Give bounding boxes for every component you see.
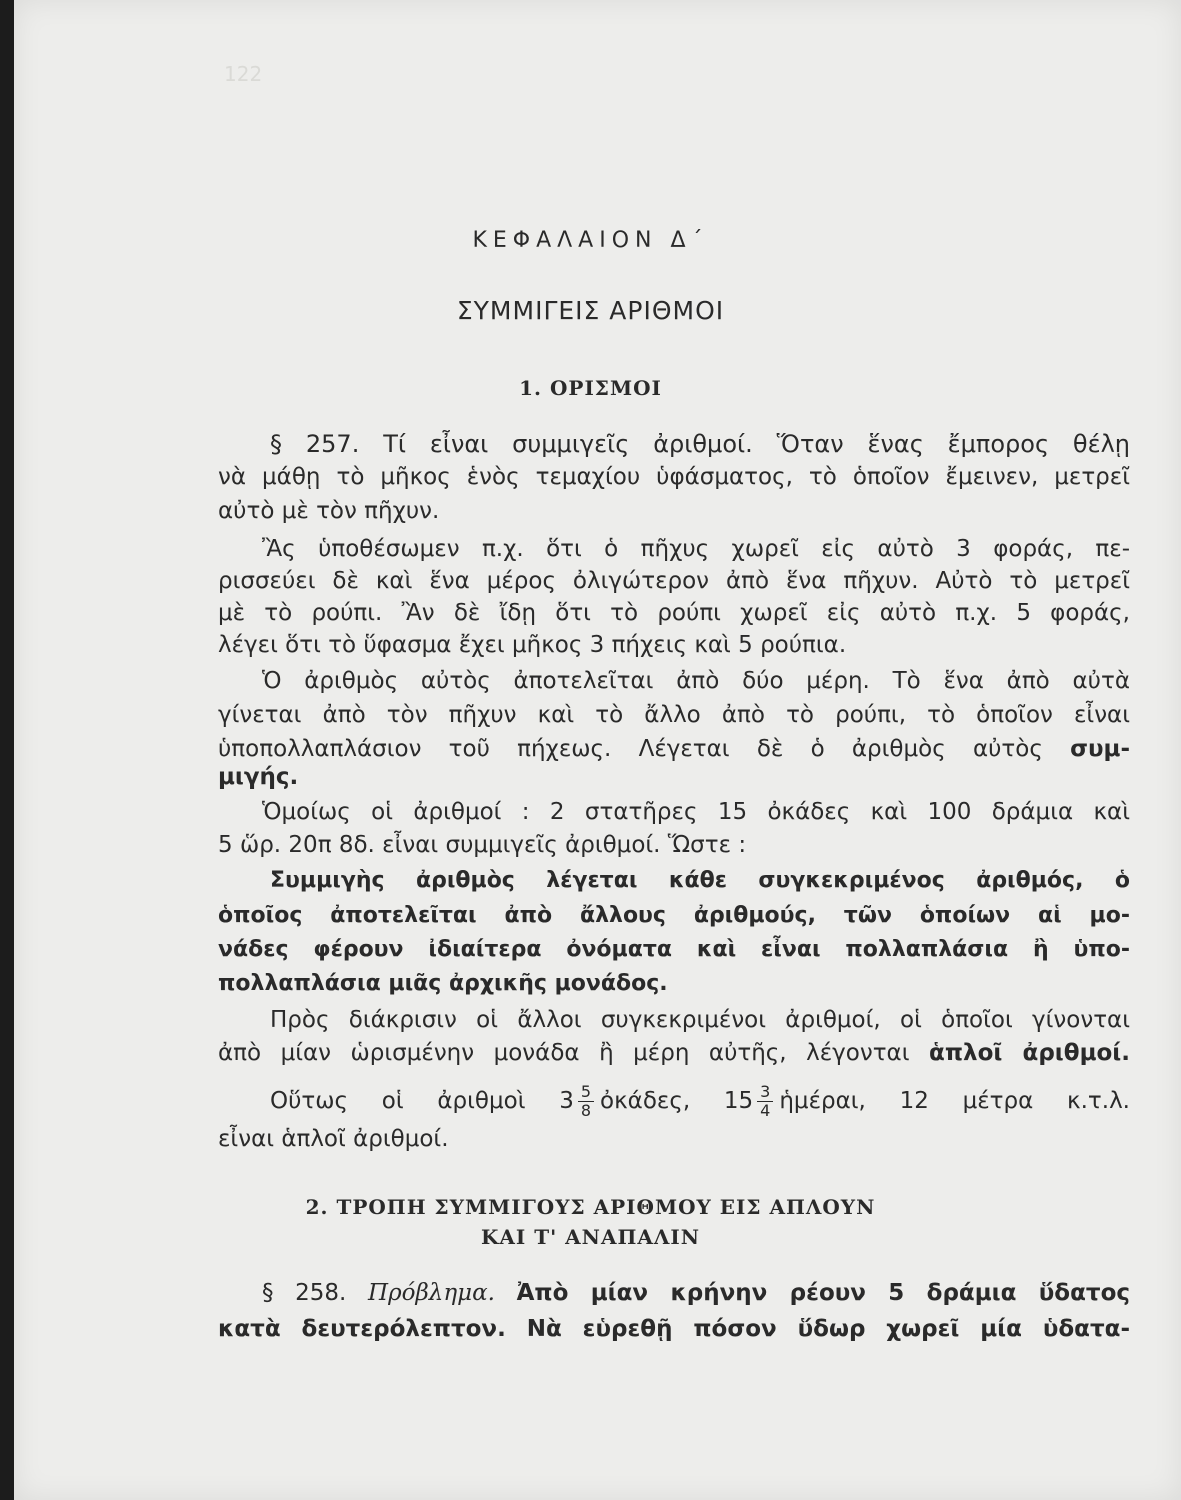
paragraph-2-line-1: Ἂς ὑποθέσωμεν π.χ. ὅτι ὁ πῆχυς χωρεῖ εἰς αὐτὸ 3 φοράς, πε-: [262, 536, 1130, 562]
paragraph-258-label: Πρόβλημα.: [368, 1280, 495, 1306]
term-aploi-arithmoi: ἁπλοῖ ἀριθμοί.: [929, 1040, 1130, 1066]
term-summiges-part-1: συμ-: [1070, 736, 1131, 762]
chapter-subtitle: ΣΥΜΜΙΓΕΙΣ ΑΡΙΘΜΟΙ: [456, 296, 725, 325]
fraction-2-numerator: 3: [757, 1083, 773, 1102]
paragraph-6-intro: Οὕτως οἱ ἀριθμοὶ 3: [270, 1088, 574, 1114]
paragraph-258-line-1: [262, 1282, 1130, 1305]
section-2-heading-line-1: 2. ΤΡΟΠΗ ΣΥΜΜΙΓΟΥΣ ΑΡΙΘΜΟΥ ΕΙΣ ΑΠΛΟΥΝ: [305, 1195, 876, 1219]
paragraph-6-unit-2: ἡμέραι, 12 μέτρα κ.τ.λ.: [779, 1088, 1130, 1114]
definition-line-4: πολλαπλάσια μιᾶς ἀρχικῆς μονάδος.: [218, 971, 668, 996]
paragraph-257-line-1: [270, 432, 1130, 456]
paragraph-2-line-2: ρισσεύει δὲ καὶ ἕνα μέρος ὀλιγώτερον ἀπὸ ἕνα πῆχυν. Αὐτὸ τὸ μετρεῖ: [218, 568, 1130, 594]
paragraph-5-line-1: Πρὸς διάκρισιν οἱ ἄλλοι συγκεκριμένοι ἀριθμοί, οἱ ὁποῖοι γίνονται: [270, 1007, 1130, 1033]
term-summiges-part-2: μιγής.: [218, 764, 299, 790]
paragraph-4-line-1: Ὁμοίως οἱ ἀριθμοί : 2 στατῆρες 15 ὀκάδες καὶ 100 δράμια καὶ: [262, 799, 1130, 825]
paragraph-5-line-2-text: ἀπὸ μίαν ὡρισμένην μονάδα ἢ μέρη αὐτῆς, λέγονται: [218, 1040, 910, 1066]
paragraph-257-line-1-rest: Ὅταν ἕνας ἔμπορος θέλῃ: [776, 430, 1130, 458]
chapter-title: ΚΕΦΑΛΑΙΟΝ Δ΄: [472, 228, 709, 253]
paragraph-5-line-2: [218, 1042, 1130, 1065]
definition-line-2: ὁποῖος ἀποτελεῖται ἀπὸ ἄλλους ἀριθμούς, τῶν ὁποίων αἱ μο-: [218, 903, 1130, 928]
paragraph-3-line-1: Ὁ ἀριθμὸς αὐτὸς ἀποτελεῖται ἀπὸ δύο μέρη. Τὸ ἕνα ἀπὸ αὐτὰ: [262, 668, 1130, 694]
paragraph-257-lead: § 257. Τί εἶναι συμμιγεῖς ἀριθμοί.: [270, 430, 753, 458]
fraction-1-denominator: 8: [580, 1101, 592, 1120]
paragraph-257-line-2: νὰ μάθῃ τὸ μῆκος ἑνὸς τεμαχίου ὑφάσματος, τὸ ὁποῖον ἔμεινεν, μετρεῖ: [218, 464, 1130, 490]
paragraph-4-line-2: 5 ὥρ. 20π 8δ. εἶναι συμμιγεῖς ἀριθμοί. Ὥστε :: [218, 832, 747, 858]
paragraph-2-line-4: λέγει ὅτι τὸ ὕφασμα ἔχει μῆκος 3 πήχεις καὶ 5 ρούπια.: [218, 632, 847, 658]
paragraph-6-unit-1: ὀκάδες, 15: [600, 1088, 754, 1114]
paragraph-6-line-2: εἶναι ἁπλοῖ ἀριθμοί.: [218, 1126, 449, 1152]
paragraph-6-line-1: [270, 1076, 1130, 1126]
section-1-heading: 1. ΟΡΙΣΜΟΙ: [519, 376, 662, 400]
definition-line-1: Συμμιγὴς ἀριθμὸς λέγεται κάθε συγκεκριμένος ἀριθμός, ὁ: [270, 868, 1130, 893]
fraction-five-eighths: [578, 1083, 594, 1119]
paragraph-3-line-2: γίνεται ἀπὸ τὸν πῆχυν καὶ τὸ ἄλλο ἀπὸ τὸ ρούπι, τὸ ὁποῖον εἶναι: [218, 702, 1130, 728]
fraction-three-quarters: [757, 1083, 773, 1119]
fraction-2-denominator: 4: [760, 1101, 771, 1120]
paragraph-3-line-3: [218, 738, 1130, 761]
paragraph-2-line-3: μὲ τὸ ρούπι. Ἂν δὲ ἴδῃ ὅτι τὸ ρούπι χωρεῖ εἰς αὐτὸ π.χ. 5 φοράς,: [218, 600, 1130, 626]
paragraph-258-line-2: κατὰ δευτερόλεπτον. Νὰ εὑρεθῇ πόσον ὕδωρ χωρεῖ μία ὑδατα-: [218, 1316, 1130, 1342]
fraction-1-numerator: 5: [578, 1083, 594, 1102]
paragraph-258-line-1-bold: Ἀπὸ μίαν κρήνην ρέουν 5 δράμια ὕδατος: [516, 1280, 1131, 1306]
definition-line-3: νάδες φέρουν ἰδιαίτερα ὀνόματα καὶ εἶναι πολλαπλάσια ἢ ὑπο-: [218, 937, 1130, 962]
paragraph-258-number: § 258.: [262, 1280, 347, 1306]
ghost-page-number: 122: [224, 62, 263, 86]
paragraph-3-line-3-text: ὑποπολλαπλάσιον τοῦ πήχεως. Λέγεται δὲ ὁ ἀριθμὸς αὐτὸς: [218, 736, 1043, 762]
section-2-heading-line-2: ΚΑΙ Τ' ΑΝΑΠΑΛΙΝ: [480, 1225, 701, 1249]
paragraph-257-line-3: αὐτὸ μὲ τὸν πῆχυν.: [218, 498, 440, 524]
